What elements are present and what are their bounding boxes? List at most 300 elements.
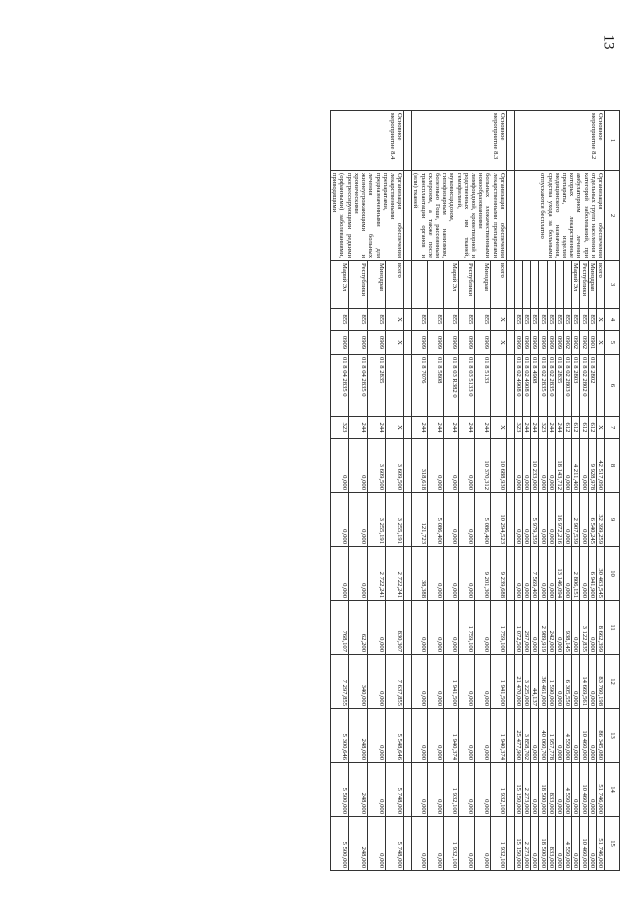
grbs-code: Х — [596, 309, 604, 331]
amount-cell: 0,000 — [547, 493, 555, 547]
column-header: 13 — [605, 709, 620, 763]
event-description: Организация обеспечения отдельных групп населения и категорий заболеваний, при амбулаторном лечении которых лекарственные препараты, изделия медицинского назначения, средства ухода за больными отпускаются бесплатно — [514, 171, 604, 261]
amount-cell: 10 233,000 — [531, 439, 539, 493]
separator-cell — [506, 111, 514, 171]
amount-cell: 5 500,000 — [331, 817, 349, 871]
target-code — [385, 355, 403, 417]
amount-cell: 0,000 — [443, 601, 459, 655]
amount-cell: 0,000 — [412, 655, 428, 709]
row-label: всего — [498, 263, 506, 278]
responsible-text: Марий Эл — [451, 263, 459, 292]
amount-cell: 0,000 — [459, 709, 475, 763]
amount-cell: 0,000 — [367, 709, 385, 763]
target-code — [596, 355, 604, 417]
column-header: 6 — [605, 355, 620, 417]
grbs-code: 855 — [412, 309, 428, 331]
column-header: 5 — [605, 331, 620, 355]
responsible-text: Республики — [359, 263, 367, 297]
section-code: 0902 — [572, 331, 580, 355]
column-header: 2 — [605, 171, 620, 261]
amount-cell: 3 122,835 — [580, 601, 588, 655]
amount-cell: 51 746,000 — [596, 763, 604, 817]
responsible-cell — [367, 261, 385, 309]
amount-cell: 0,000 — [443, 547, 459, 601]
amount-cell: 3 255,191 — [385, 493, 403, 547]
amount-cell: 0,000 — [427, 763, 443, 817]
column-header: 3 — [605, 261, 620, 309]
grbs-code: 855 — [331, 309, 349, 331]
separator-cell — [506, 309, 514, 331]
target-code: 01 8 7076 — [412, 355, 428, 417]
amount-cell: 5 300,646 — [331, 709, 349, 763]
grbs-code: 855 — [531, 309, 539, 331]
table-row — [596, 111, 604, 871]
grbs-code: 855 — [539, 309, 547, 331]
amount-cell: 5 086,400 — [427, 493, 443, 547]
amount-cell: 0,000 — [459, 547, 475, 601]
amount-cell: 0,000 — [522, 547, 530, 601]
column-header: 11 — [605, 601, 620, 655]
responsible-text: Республики — [467, 263, 475, 297]
section-code: Х — [385, 331, 403, 355]
section-code: 0909 — [459, 331, 475, 355]
amount-cell: 0,000 — [475, 709, 491, 763]
grbs-code: 855 — [514, 309, 522, 331]
target-code: 01 8 2802 — [588, 355, 596, 417]
amount-cell: 4 550,000 — [563, 817, 571, 871]
amount-cell: 6 540,245 — [588, 493, 596, 547]
amount-cell: 318,618 — [412, 439, 428, 493]
amount-cell: 121,723 — [412, 493, 428, 547]
amount-cell: 10 460,000 — [580, 817, 588, 871]
column-header: 15 — [605, 817, 620, 871]
amount-cell: 768,107 — [331, 601, 349, 655]
amount-cell: 6 941,900 — [588, 547, 596, 601]
amount-cell: 0,000 — [547, 439, 555, 493]
amount-cell: 62,200 — [349, 601, 367, 655]
table-body — [331, 111, 605, 871]
amount-cell: 0,000 — [588, 709, 596, 763]
amount-cell: 18 500,000 — [539, 817, 547, 871]
amount-cell: 5 548,646 — [385, 709, 403, 763]
amount-cell: 0,000 — [349, 493, 367, 547]
amount-cell: 16 972,216 — [555, 493, 563, 547]
amount-cell: 18 500,000 — [539, 763, 547, 817]
amount-cell: 5 086,400 — [475, 493, 491, 547]
column-header: 14 — [605, 763, 620, 817]
amount-cell: 1 759,100 — [459, 601, 475, 655]
amount-cell: 0,000 — [580, 493, 588, 547]
amount-cell: 833,000 — [547, 763, 555, 817]
responsible-cell — [580, 261, 588, 309]
section-code: 0909 — [367, 331, 385, 355]
amount-cell: 5 500,000 — [331, 763, 349, 817]
responsible-cell — [443, 261, 459, 309]
separator-cell — [506, 171, 514, 261]
target-code: 01 8 03 R382 0 — [443, 355, 459, 417]
expense-type: 244 — [522, 417, 530, 439]
amount-cell: 5 748,000 — [385, 817, 403, 871]
separator-cell — [404, 763, 412, 817]
amount-cell: 0,000 — [367, 817, 385, 871]
responsible-text: Республики — [580, 263, 588, 297]
amount-cell: 1 932,100 — [443, 763, 459, 817]
separator-cell — [506, 655, 514, 709]
column-header: 1 — [605, 111, 620, 171]
separator-cell — [506, 261, 514, 309]
amount-cell: 9 239,688 — [491, 547, 507, 601]
amount-cell: 0,000 — [588, 763, 596, 817]
target-code: 01 8 02 2835 0 — [547, 355, 555, 417]
event-description: Организация обеспечения лекарственными препаратами больных злокачественными новообразованиями лимфоидной, кроветворной и родственных им тканей, гемофилией, муковисцидозом, гипофизарным нанизмом, болезнью Гоше, рассеянным склерозом, а также после трансплантации органов и (или) тканей — [412, 171, 507, 261]
amount-cell: 0,000 — [331, 547, 349, 601]
amount-cell: 0,000 — [427, 547, 443, 601]
amount-cell: 3 858,702 — [522, 709, 530, 763]
section-code: Х — [491, 331, 507, 355]
responsible-cell — [522, 261, 530, 309]
amount-cell: 0,000 — [459, 493, 475, 547]
amount-cell: 0,000 — [522, 439, 530, 493]
column-header: 10 — [605, 547, 620, 601]
amount-cell: 51 746,000 — [596, 817, 604, 871]
target-code: 01 8 02 4908 0 — [514, 355, 522, 417]
section-code: 0909 — [427, 331, 443, 355]
amount-cell: 42 517,090 — [596, 439, 604, 493]
amount-cell: 0,000 — [349, 439, 367, 493]
grbs-code: Х — [491, 309, 507, 331]
grbs-code: 855 — [367, 309, 385, 331]
target-code: 01 8 2835 — [367, 355, 385, 417]
amount-cell: 242,000 — [547, 601, 555, 655]
amount-cell: 0,000 — [555, 817, 563, 871]
amount-cell: 10 370,312 — [475, 439, 491, 493]
amount-cell: 3 609,500 — [367, 439, 385, 493]
separator-cell — [506, 817, 514, 871]
section-code: 0909 — [331, 331, 349, 355]
expense-type: Х — [596, 417, 604, 439]
amount-cell: 10 460,000 — [580, 709, 588, 763]
target-code — [491, 355, 507, 417]
amount-cell: 1 932,100 — [491, 763, 507, 817]
target-code: 01 8 02 2803 0 — [563, 355, 571, 417]
amount-cell: 0,000 — [563, 439, 571, 493]
amount-cell: 0,000 — [539, 547, 547, 601]
amount-cell: 0,000 — [531, 817, 539, 871]
target-code: 01 8 03 5133 0 — [459, 355, 475, 417]
expense-type: 323 — [331, 417, 349, 439]
amount-cell: 9 201,300 — [475, 547, 491, 601]
amount-cell: 9 928,978 — [588, 439, 596, 493]
target-code: 01 8 2835 — [555, 355, 563, 417]
amount-cell: 0,000 — [331, 439, 349, 493]
separator-cell — [404, 709, 412, 763]
responsible-cell — [491, 261, 507, 309]
amount-cell: 0,000 — [412, 601, 428, 655]
separator-cell — [506, 601, 514, 655]
event-name: Основное мероприятие 8.2 — [514, 111, 604, 171]
amount-cell: 1 072,500 — [514, 601, 522, 655]
responsible-cell — [563, 261, 571, 309]
section-code: 0909 — [514, 331, 522, 355]
amount-cell: 0,000 — [588, 601, 596, 655]
section-code: Х — [596, 331, 604, 355]
section-code: 0909 — [555, 331, 563, 355]
amount-cell: 21 470,000 — [514, 655, 522, 709]
amount-cell: 1 932,100 — [443, 817, 459, 871]
amount-cell: 30 463,545 — [596, 547, 604, 601]
amount-cell: 248,000 — [349, 709, 367, 763]
budget-table — [330, 110, 620, 871]
responsible-cell — [385, 261, 403, 309]
separator-cell — [506, 355, 514, 417]
amount-cell: 13 146,094 — [555, 547, 563, 601]
grbs-code: 855 — [443, 309, 459, 331]
separator-cell — [404, 547, 412, 601]
amount-cell: 0,000 — [531, 763, 539, 817]
section-code: 0909 — [349, 331, 367, 355]
page-number: 13 — [600, 34, 617, 50]
separator-cell — [404, 309, 412, 331]
amount-cell: 10 460,000 — [580, 763, 588, 817]
responsible-cell — [427, 261, 443, 309]
amount-cell: 0,000 — [427, 601, 443, 655]
table-row — [491, 111, 507, 871]
amount-cell: 15 150,000 — [514, 817, 522, 871]
responsible-cell — [539, 261, 547, 309]
grbs-code: 855 — [547, 309, 555, 331]
expense-type: Х — [491, 417, 507, 439]
amount-cell: 297,000 — [522, 601, 530, 655]
expense-type: 612 — [588, 417, 596, 439]
separator-cell — [404, 111, 412, 171]
event-description: Организация обеспечения лекарственными препаратами, предназначенными для лечения больных жизнеугрожающими и хроническими прогрессирующими редкими (орфанными) заболеваниями, приводящими — [331, 171, 404, 261]
row-label: всего — [597, 263, 604, 278]
amount-cell: 0,000 — [459, 439, 475, 493]
separator-cell — [506, 763, 514, 817]
amount-cell: 0,000 — [514, 547, 522, 601]
amount-cell: 7 569,400 — [531, 547, 539, 601]
responsible-cell — [331, 261, 349, 309]
grbs-code: Х — [385, 309, 403, 331]
amount-cell: 0,000 — [412, 709, 428, 763]
amount-cell: 0,000 — [427, 439, 443, 493]
expense-type: 612 — [563, 417, 571, 439]
column-header: 4 — [605, 309, 620, 331]
amount-cell: 1 590,000 — [547, 655, 555, 709]
target-code: 01 8 02 2835 0 — [539, 355, 547, 417]
amount-cell: 83 760,198 — [596, 655, 604, 709]
amount-cell: 0,000 — [475, 655, 491, 709]
responsible-text: Минздрав — [483, 263, 490, 292]
expense-type: 244 — [555, 417, 563, 439]
target-code: 01 8 5808 — [427, 355, 443, 417]
amount-cell: 15 150,000 — [514, 763, 522, 817]
separator-cell — [404, 331, 412, 355]
amount-cell: 2 989,919 — [539, 601, 547, 655]
amount-cell: 1 940,374 — [443, 709, 459, 763]
amount-cell: 1 759,100 — [491, 601, 507, 655]
amount-cell: 7 297,855 — [331, 655, 349, 709]
section-code: 0909 — [412, 331, 428, 355]
section-separator — [506, 111, 514, 871]
amount-cell: 0,000 — [563, 547, 571, 601]
separator-cell — [404, 655, 412, 709]
amount-cell: 0,000 — [475, 817, 491, 871]
amount-cell: 3 225,000 — [522, 655, 530, 709]
section-code: 0909 — [531, 331, 539, 355]
responsible-cell — [459, 261, 475, 309]
amount-cell: 0,000 — [539, 439, 547, 493]
expense-type: 244 — [459, 417, 475, 439]
grbs-code: 855 — [563, 309, 571, 331]
target-code: 01 8 02 4908 0 — [522, 355, 530, 417]
amount-cell: 8 662,399 — [596, 601, 604, 655]
amount-cell: 0,000 — [572, 763, 580, 817]
amount-cell: 2 722,241 — [367, 547, 385, 601]
row-label: всего — [396, 263, 404, 278]
grbs-code: 855 — [588, 309, 596, 331]
expense-type: 323 — [539, 417, 547, 439]
separator-cell — [506, 709, 514, 763]
expense-type: 244 — [547, 417, 555, 439]
amount-cell: 10 294,523 — [491, 493, 507, 547]
responsible-cell — [531, 261, 539, 309]
amount-cell: 40 060,700 — [539, 709, 547, 763]
amount-cell: 0,000 — [459, 763, 475, 817]
expense-type: 323 — [514, 417, 522, 439]
grbs-code: 855 — [459, 309, 475, 331]
section-code: 0909 — [475, 331, 491, 355]
amount-cell: 0,000 — [588, 655, 596, 709]
amount-cell: 248,000 — [349, 817, 367, 871]
column-number-row — [605, 111, 620, 871]
separator-cell — [506, 417, 514, 439]
responsible-text: Минздрав — [588, 263, 596, 292]
amount-cell: 0,000 — [555, 763, 563, 817]
amount-cell: 0,000 — [475, 763, 491, 817]
amount-cell: 1 932,100 — [491, 817, 507, 871]
amount-cell: 0,000 — [367, 601, 385, 655]
amount-cell: 2 907,539 — [572, 493, 580, 547]
section-code: 0909 — [539, 331, 547, 355]
table-row — [385, 111, 403, 871]
expense-type: 612 — [580, 417, 588, 439]
amount-cell: 36 461,000 — [539, 655, 547, 709]
amount-cell: 4 550,000 — [563, 763, 571, 817]
amount-cell: 0,000 — [572, 601, 580, 655]
amount-cell: 5 979,359 — [531, 493, 539, 547]
separator-cell — [404, 817, 412, 871]
amount-cell: 38,388 — [412, 547, 428, 601]
responsible-cell — [349, 261, 367, 309]
grbs-code: 855 — [475, 309, 491, 331]
expense-type: Х — [385, 417, 403, 439]
section-code: 0909 — [547, 331, 555, 355]
amount-cell: 2 806,151 — [572, 547, 580, 601]
amount-cell: 0,000 — [555, 655, 563, 709]
separator-cell — [404, 417, 412, 439]
expense-type: 244 — [349, 417, 367, 439]
expense-type: 244 — [412, 417, 428, 439]
separator-cell — [404, 601, 412, 655]
responsible-cell — [572, 261, 580, 309]
amount-cell: 0,000 — [547, 547, 555, 601]
column-header: 8 — [605, 439, 620, 493]
amount-cell: 2 273,000 — [522, 763, 530, 817]
separator-cell — [404, 261, 412, 309]
amount-cell: 44,137 — [531, 655, 539, 709]
amount-cell: 0,000 — [555, 709, 563, 763]
target-code: 01 8 2803 — [572, 355, 580, 417]
amount-cell: 86 345,080 — [596, 709, 604, 763]
target-code: 01 8 4908 — [531, 355, 539, 417]
responsible-cell — [412, 261, 428, 309]
responsible-cell — [588, 261, 596, 309]
section-code: 0909 — [522, 331, 530, 355]
grbs-code: 855 — [522, 309, 530, 331]
responsible-cell — [514, 261, 522, 309]
section-code: 0902 — [580, 331, 588, 355]
amount-cell: 0,000 — [514, 493, 522, 547]
amount-cell: 10 688,930 — [491, 439, 507, 493]
amount-cell: 4 550,000 — [563, 709, 571, 763]
amount-cell: 0,000 — [531, 601, 539, 655]
grbs-code: 855 — [572, 309, 580, 331]
grbs-code: 855 — [555, 309, 563, 331]
target-code: 01 8 02 2802 0 — [580, 355, 588, 417]
expense-type: 612 — [572, 417, 580, 439]
amount-cell: 938,145 — [563, 601, 571, 655]
amount-cell: 1 957,778 — [547, 709, 555, 763]
amount-cell: 0,000 — [331, 493, 349, 547]
amount-cell: 18 143,712 — [555, 439, 563, 493]
amount-cell: 0,000 — [522, 493, 530, 547]
grbs-code: 855 — [580, 309, 588, 331]
section-code: 0901 — [588, 331, 596, 355]
amount-cell: 1 941,500 — [491, 655, 507, 709]
amount-cell: 0,000 — [563, 493, 571, 547]
amount-cell: 32 399,259 — [596, 493, 604, 547]
amount-cell: 0,000 — [367, 655, 385, 709]
section-separator — [404, 111, 412, 871]
amount-cell: 2 273,000 — [522, 817, 530, 871]
amount-cell: 0,000 — [531, 709, 539, 763]
amount-cell: 14 669,561 — [580, 655, 588, 709]
amount-cell: 0,000 — [572, 655, 580, 709]
column-header: 7 — [605, 417, 620, 439]
responsible-cell — [547, 261, 555, 309]
amount-cell: 0,000 — [367, 763, 385, 817]
expense-type: 244 — [427, 417, 443, 439]
amount-cell: 0,000 — [349, 547, 367, 601]
amount-cell: 1 941,500 — [443, 655, 459, 709]
target-code: 01 8 04 2835 0 — [349, 355, 367, 417]
separator-cell — [404, 171, 412, 261]
amount-cell: 0,000 — [580, 547, 588, 601]
grbs-code: 855 — [427, 309, 443, 331]
expense-type: 244 — [367, 417, 385, 439]
amount-cell: 0,000 — [427, 709, 443, 763]
amount-cell: 25 477,900 — [514, 709, 522, 763]
separator-cell — [404, 439, 412, 493]
column-header: 9 — [605, 493, 620, 547]
amount-cell: 833,000 — [547, 817, 555, 871]
amount-cell: 0,000 — [588, 817, 596, 871]
amount-cell: 5 748,000 — [385, 763, 403, 817]
amount-cell: 0,000 — [475, 601, 491, 655]
expense-type: 244 — [475, 417, 491, 439]
event-name: Основное мероприятие 8.4 — [331, 111, 404, 171]
